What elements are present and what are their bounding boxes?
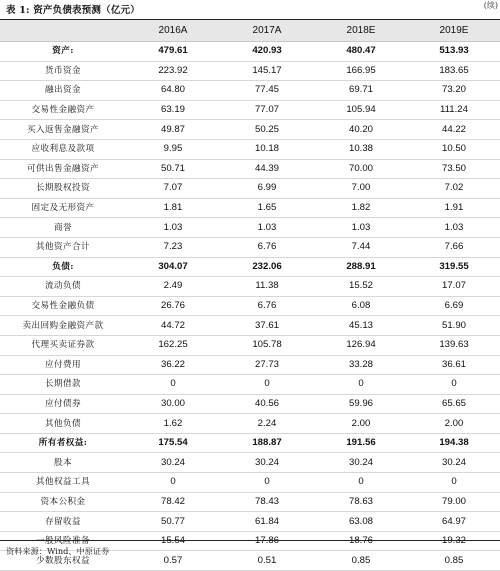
value-cell: 0.57	[126, 551, 220, 571]
header-row	[0, 20, 500, 42]
table-row	[0, 120, 500, 140]
value-cell: 64.97	[408, 512, 500, 532]
value-cell: 188.87	[220, 433, 314, 453]
value-cell: 78.43	[220, 492, 314, 512]
value-cell: 0	[126, 473, 220, 493]
table-row	[0, 375, 500, 395]
value-cell: 10.38	[314, 139, 408, 159]
value-cell: 30.24	[220, 453, 314, 473]
table-row	[0, 237, 500, 257]
value-cell: 78.63	[314, 492, 408, 512]
row-label: 长期股权投资	[0, 179, 126, 199]
value-cell: 36.61	[408, 355, 500, 375]
value-cell: 50.77	[126, 512, 220, 532]
table-row	[0, 179, 500, 199]
value-cell: 166.95	[314, 61, 408, 81]
value-cell: 44.22	[408, 120, 500, 140]
value-cell: 1.91	[408, 198, 500, 218]
value-cell: 6.76	[220, 237, 314, 257]
value-cell: 10.50	[408, 139, 500, 159]
bottom-rule	[0, 540, 500, 541]
value-cell: 1.03	[220, 218, 314, 238]
row-label: 负债:	[0, 257, 126, 277]
header-cell: 2017A	[220, 20, 314, 42]
value-cell: 79.00	[408, 492, 500, 512]
row-label: 资本公积金	[0, 492, 126, 512]
value-cell: 194.38	[408, 433, 500, 453]
table-row	[0, 512, 500, 532]
value-cell: 145.17	[220, 61, 314, 81]
value-cell: 17.07	[408, 277, 500, 297]
table-row	[0, 355, 500, 375]
value-cell: 30.24	[408, 453, 500, 473]
table-row	[0, 453, 500, 473]
row-label: 其他权益工具	[0, 473, 126, 493]
value-cell: 0	[220, 375, 314, 395]
value-cell: 0	[314, 473, 408, 493]
row-label: 买入返售金融资产	[0, 120, 126, 140]
row-label: 应付费用	[0, 355, 126, 375]
row-label: 流动负债	[0, 277, 126, 297]
row-label: 长期借款	[0, 375, 126, 395]
value-cell: 0.85	[408, 551, 500, 571]
value-cell: 0.85	[314, 551, 408, 571]
row-label: 交易性金融负债	[0, 296, 126, 316]
value-cell: 304.07	[126, 257, 220, 277]
table-row	[0, 433, 500, 453]
value-cell: 69.71	[314, 81, 408, 101]
value-cell: 2.00	[314, 414, 408, 434]
row-label: 可供出售金融资产	[0, 159, 126, 179]
value-cell: 49.87	[126, 120, 220, 140]
value-cell: 6.99	[220, 179, 314, 199]
value-cell: 0	[314, 375, 408, 395]
table-row	[0, 414, 500, 434]
value-cell: 30.24	[126, 453, 220, 473]
value-cell: 1.82	[314, 198, 408, 218]
balance-sheet-table	[0, 20, 500, 571]
value-cell: 36.22	[126, 355, 220, 375]
value-cell: 223.92	[126, 61, 220, 81]
value-cell: 7.02	[408, 179, 500, 199]
table-row	[0, 492, 500, 512]
value-cell: 105.94	[314, 100, 408, 120]
table-row	[0, 277, 500, 297]
row-label: 存留收益	[0, 512, 126, 532]
value-cell: 77.07	[220, 100, 314, 120]
value-cell: 126.94	[314, 335, 408, 355]
value-cell: 7.07	[126, 179, 220, 199]
table-row	[0, 42, 500, 62]
row-label: 融出资金	[0, 81, 126, 101]
table-row	[0, 296, 500, 316]
table-row	[0, 139, 500, 159]
value-cell: 7.44	[314, 237, 408, 257]
value-cell: 40.56	[220, 394, 314, 414]
row-label: 一般风险准备	[0, 531, 126, 551]
table-row	[0, 100, 500, 120]
value-cell: 2.00	[408, 414, 500, 434]
source-note: 资料来源：Wind、中原证券	[6, 546, 110, 556]
value-cell: 11.38	[220, 277, 314, 297]
value-cell: 319.55	[408, 257, 500, 277]
value-cell: 18.76	[314, 531, 408, 551]
value-cell: 105.78	[220, 335, 314, 355]
value-cell: 19.32	[408, 531, 500, 551]
header-cell	[0, 20, 126, 42]
value-cell: 30.24	[314, 453, 408, 473]
table-row	[0, 159, 500, 179]
table-row	[0, 473, 500, 493]
header-cell: 2018E	[314, 20, 408, 42]
row-label: 应付债券	[0, 394, 126, 414]
value-cell: 1.62	[126, 414, 220, 434]
value-cell: 17.86	[220, 531, 314, 551]
value-cell: 44.72	[126, 316, 220, 336]
row-label: 代理买卖证券款	[0, 335, 126, 355]
row-label: 固定及无形资产	[0, 198, 126, 218]
row-label: 货币资金	[0, 61, 126, 81]
value-cell: 30.00	[126, 394, 220, 414]
value-cell: 513.93	[408, 42, 500, 62]
value-cell: 1.03	[126, 218, 220, 238]
row-label: 其他资产合计	[0, 237, 126, 257]
value-cell: 1.03	[408, 218, 500, 238]
value-cell: 37.61	[220, 316, 314, 336]
value-cell: 40.20	[314, 120, 408, 140]
value-cell: 9.95	[126, 139, 220, 159]
row-label: 股本	[0, 453, 126, 473]
header-cell: 2016A	[126, 20, 220, 42]
table-title: 表 1: 资产负债表预测（亿元）	[6, 5, 140, 16]
value-cell: 7.66	[408, 237, 500, 257]
value-cell: 44.39	[220, 159, 314, 179]
value-cell: 1.81	[126, 198, 220, 218]
value-cell: 33.28	[314, 355, 408, 375]
value-cell: 51.90	[408, 316, 500, 336]
table-row	[0, 257, 500, 277]
value-cell: 10.18	[220, 139, 314, 159]
row-label: 其他负债	[0, 414, 126, 434]
table-row	[0, 198, 500, 218]
value-cell: 77.45	[220, 81, 314, 101]
value-cell: 15.54	[126, 531, 220, 551]
value-cell: 15.52	[314, 277, 408, 297]
value-cell: 45.13	[314, 316, 408, 336]
row-label: 所有者权益:	[0, 433, 126, 453]
continued-note: (续)	[483, 1, 498, 10]
value-cell: 183.65	[408, 61, 500, 81]
row-label: 资产:	[0, 42, 126, 62]
value-cell: 63.08	[314, 512, 408, 532]
table-row	[0, 61, 500, 81]
table-row	[0, 218, 500, 238]
value-cell: 479.61	[126, 42, 220, 62]
row-label: 交易性金融资产	[0, 100, 126, 120]
value-cell: 111.24	[408, 100, 500, 120]
value-cell: 73.50	[408, 159, 500, 179]
row-label: 卖出回购金融资产款	[0, 316, 126, 336]
value-cell: 175.54	[126, 433, 220, 453]
value-cell: 2.24	[220, 414, 314, 434]
table-row	[0, 316, 500, 336]
value-cell: 7.00	[314, 179, 408, 199]
value-cell: 27.73	[220, 355, 314, 375]
value-cell: 139.63	[408, 335, 500, 355]
value-cell: 2.49	[126, 277, 220, 297]
row-label: 商誉	[0, 218, 126, 238]
table-row	[0, 394, 500, 414]
value-cell: 6.69	[408, 296, 500, 316]
value-cell: 162.25	[126, 335, 220, 355]
value-cell: 70.00	[314, 159, 408, 179]
value-cell: 0	[408, 375, 500, 395]
value-cell: 50.25	[220, 120, 314, 140]
row-label: 少数股东权益	[0, 551, 126, 571]
value-cell: 61.84	[220, 512, 314, 532]
value-cell: 26.76	[126, 296, 220, 316]
table-row	[0, 81, 500, 101]
value-cell: 0.51	[220, 551, 314, 571]
value-cell: 7.23	[126, 237, 220, 257]
value-cell: 0	[408, 473, 500, 493]
value-cell: 0	[126, 375, 220, 395]
value-cell: 288.91	[314, 257, 408, 277]
value-cell: 6.76	[220, 296, 314, 316]
value-cell: 1.65	[220, 198, 314, 218]
value-cell: 63.19	[126, 100, 220, 120]
value-cell: 232.06	[220, 257, 314, 277]
value-cell: 480.47	[314, 42, 408, 62]
row-label: 应收利息及款项	[0, 139, 126, 159]
value-cell: 78.42	[126, 492, 220, 512]
value-cell: 191.56	[314, 433, 408, 453]
value-cell: 0	[220, 473, 314, 493]
value-cell: 65.65	[408, 394, 500, 414]
value-cell: 50.71	[126, 159, 220, 179]
header-cell: 2019E	[408, 20, 500, 42]
value-cell: 6.08	[314, 296, 408, 316]
value-cell: 59.96	[314, 394, 408, 414]
value-cell: 64.80	[126, 81, 220, 101]
value-cell: 420.93	[220, 42, 314, 62]
table-row	[0, 335, 500, 355]
value-cell: 1.03	[314, 218, 408, 238]
value-cell: 73.20	[408, 81, 500, 101]
